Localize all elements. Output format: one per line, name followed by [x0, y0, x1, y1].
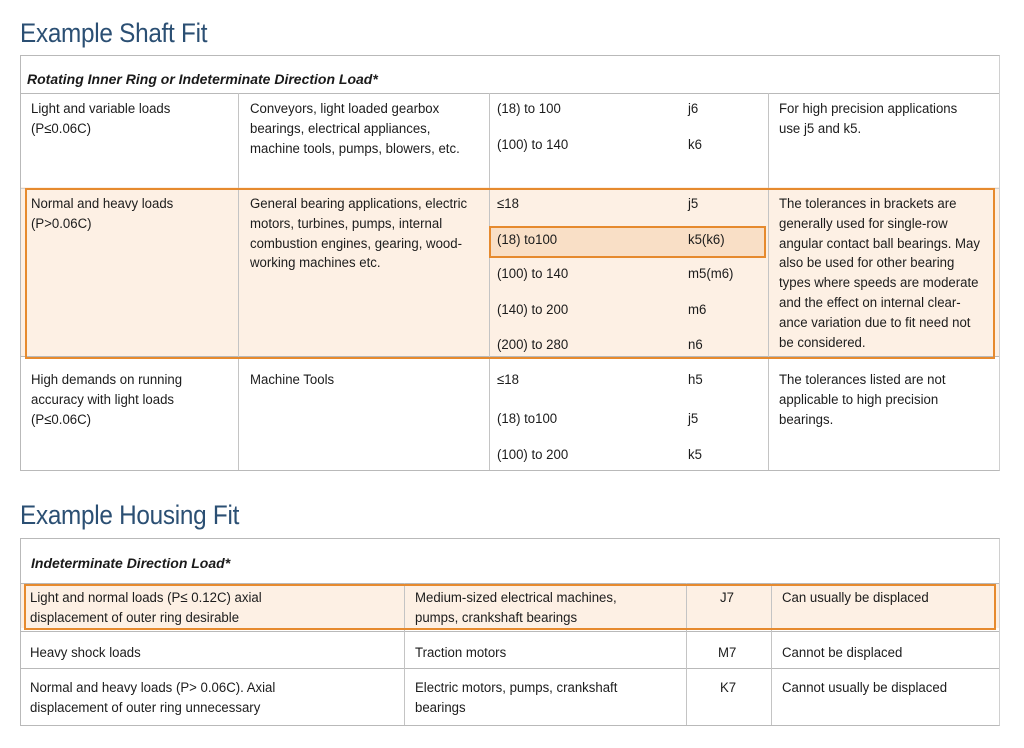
shaft-range-highlight-box	[489, 226, 766, 258]
shaft-row-3-range-2: (18) to100	[497, 411, 558, 427]
housing-fit-table	[20, 538, 1000, 726]
shaft-row-3-examples: Machine Tools	[250, 372, 335, 388]
shaft-row-3-fit-2: j5	[688, 411, 699, 427]
shaft-row-3-range-3: (100) to 200	[497, 447, 569, 463]
shaft-table-caption: Rotating Inner Ring or Indeterminate Direction Load*	[27, 71, 378, 87]
shaft-row-2-range-2: (18) to100	[497, 232, 558, 248]
housing-rule-2	[21, 631, 999, 632]
shaft-row-2-fit-2: k5(k6)	[688, 232, 725, 248]
shaft-row-2-highlight-box	[25, 188, 995, 359]
housing-row-3-remarks: Cannot usually be displaced	[782, 680, 948, 696]
shaft-row-2-range-4: (140) to 200	[497, 302, 569, 318]
shaft-row-1-load: Light and variable loads (P≤0.06C)	[31, 101, 171, 137]
housing-row-2-load: Heavy shock loads	[30, 645, 141, 661]
housing-row-1-load: Light and normal loads (P≤ 0.12C) axial displacement of outer ring desirable	[30, 590, 262, 626]
shaft-fit-table	[20, 55, 1000, 471]
shaft-row-2-fit-5: n6	[688, 337, 703, 353]
shaft-row-3-fit-3: k5	[688, 447, 702, 463]
shaft-row-1-range-2: (100) to 140	[497, 137, 569, 153]
shaft-row-2-examples: General bearing applications, electric motors, turbines, pumps, internal combustion engines, gearing, wood- working machines etc.	[250, 196, 468, 272]
housing-fit-title: Example Housing Fit	[20, 500, 240, 530]
housing-row-1-highlight-box	[24, 584, 996, 630]
shaft-row-1-fit-1: j6	[688, 101, 699, 117]
shaft-row-2-fit-4: m6	[688, 302, 707, 318]
housing-row-1-remarks: Can usually be displaced	[782, 590, 929, 606]
shaft-row-1-fit-2: k6	[688, 137, 702, 153]
shaft-row-2-fit-1: j5	[688, 196, 699, 212]
shaft-fit-title: Example Shaft Fit	[20, 18, 208, 48]
shaft-row-2-remarks: The tolerances in brackets are generally used for single-row angular contact ball bearings. May also be used for other bearing types where speeds are moderate and the effect on internal clear- ance variation due to fit need not be considered.	[779, 196, 980, 351]
housing-row-1-examples: Medium-sized electrical machines, pumps, crankshaft bearings	[415, 590, 617, 626]
housing-row-2-examples: Traction motors	[415, 645, 507, 661]
shaft-row-2-load: Normal and heavy loads (P>0.06C)	[31, 196, 174, 232]
shaft-row-1-range-1: (18) to 100	[497, 101, 561, 117]
shaft-row-3-fit-1: h5	[688, 372, 703, 388]
housing-row-1-fit: J7	[720, 590, 734, 606]
shaft-row-2-fit-3: m5(m6)	[688, 266, 734, 282]
housing-row-2-fit: M7	[718, 645, 737, 661]
shaft-row-3-range-1: ≤18	[497, 372, 519, 388]
shaft-row-2-range-5: (200) to 280	[497, 337, 569, 353]
housing-rule-3	[21, 668, 999, 669]
shaft-rule-1	[21, 93, 999, 94]
housing-row-2-remarks: Cannot be displaced	[782, 645, 903, 661]
housing-row-3-fit: K7	[720, 680, 737, 696]
shaft-row-3-load: High demands on running accuracy with light loads (P≤0.06C)	[31, 372, 183, 428]
shaft-row-2-range-3: (100) to 140	[497, 266, 569, 282]
shaft-row-1-examples: Conveyors, light loaded gearbox bearings, electrical appliances, machine tools, pumps, blowers, etc.	[250, 101, 460, 157]
shaft-row-2-range-1: ≤18	[497, 196, 519, 212]
housing-row-3-load: Normal and heavy loads (P> 0.06C). Axial displacement of outer ring unnecessary	[30, 680, 276, 716]
housing-table-caption: Indeterminate Direction Load*	[31, 555, 231, 571]
shaft-row-3-remarks: The tolerances listed are not applicable to high precision bearings.	[779, 372, 946, 428]
shaft-row-1-remarks: For high precision applications use j5 and k5.	[779, 101, 958, 137]
housing-row-3-examples: Electric motors, pumps, crankshaft bearings	[415, 680, 618, 716]
